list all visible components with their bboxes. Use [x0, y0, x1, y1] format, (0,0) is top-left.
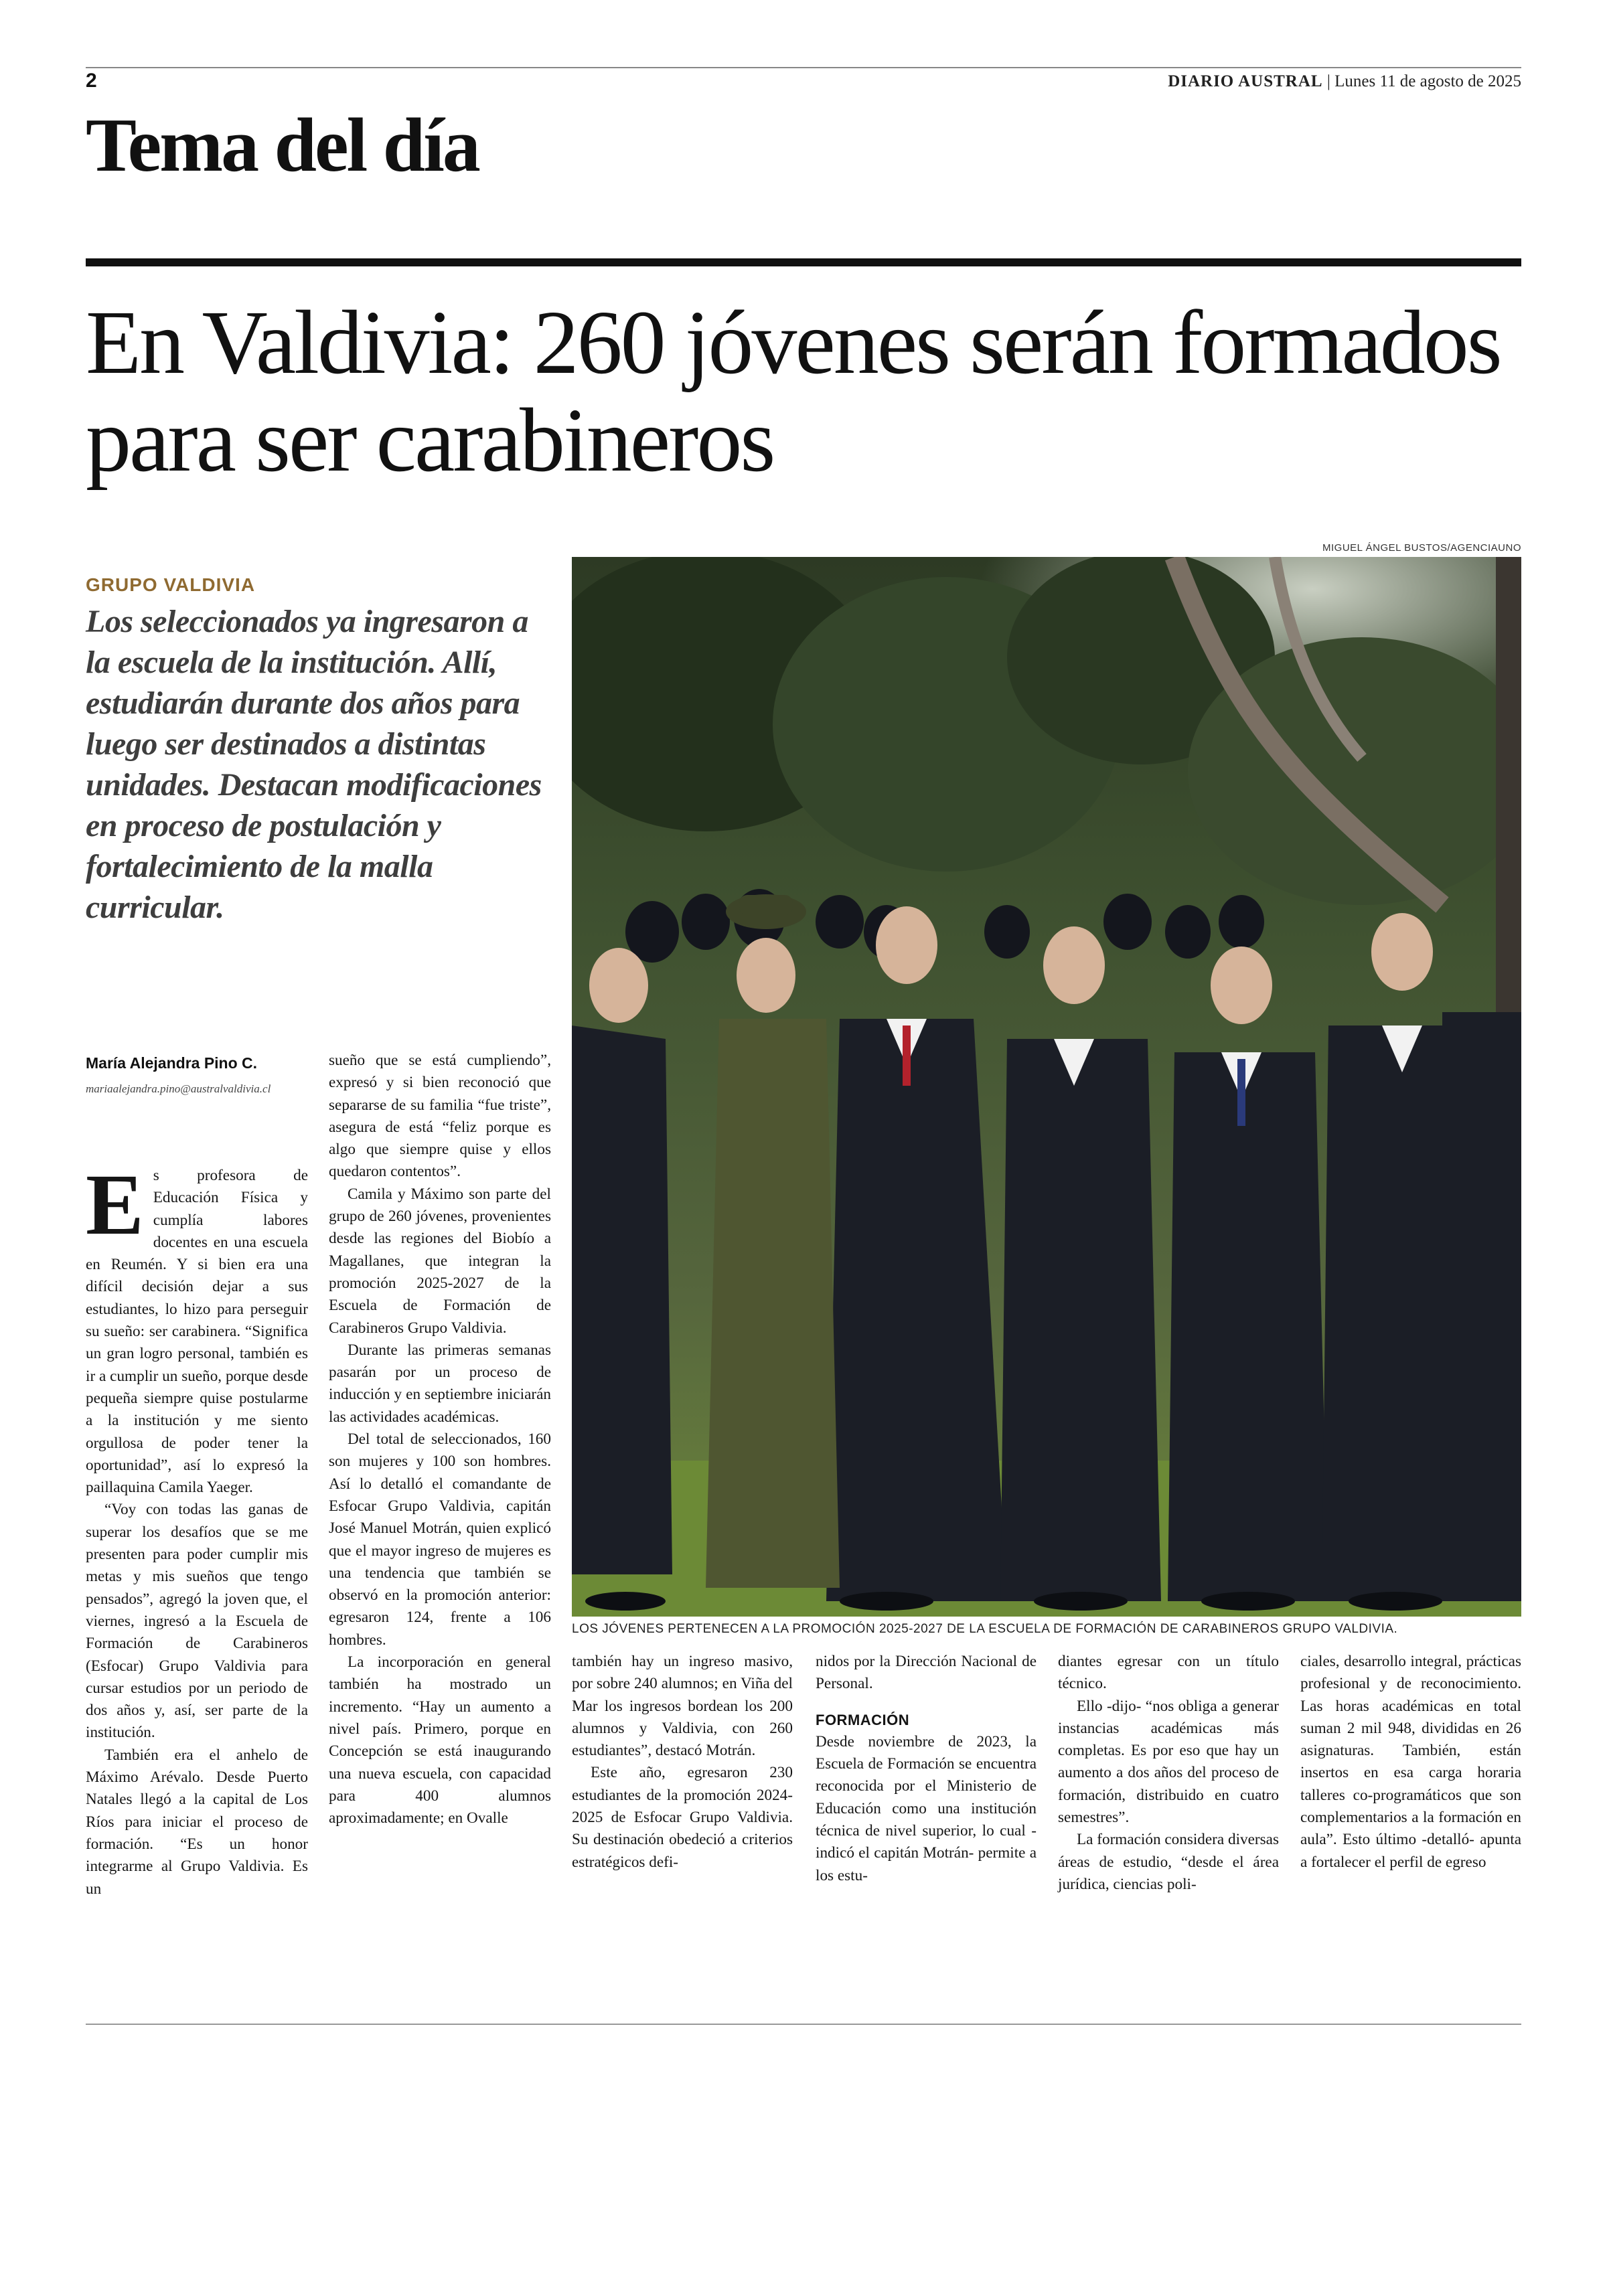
page-number: 2 [86, 70, 97, 92]
paragraph: sueño que se está cumpliendo”, expresó y si bien reconoció que separarse de su familia “fue triste”, asegura de está “feliz porque es algo que siempre quise y ellos quedaron contentos”. [329, 1052, 551, 1181]
body-column-3 [572, 1651, 793, 1874]
author-byline: María Alejandra Pino C. [86, 1054, 258, 1072]
paragraph: ciales, desarrollo integral, prácticas profesional y de reconocimiento. Las horas académicas en total suman 2 mil 948, divididas en 26 asignaturas. También, están insertos en esa carga horaria talleres co-programáticos que son complementarios a la formación en aula”. Esto último -detalló- apunta a fortalecer el perfil de egreso [1300, 1653, 1521, 1871]
body-column-1 [86, 1157, 308, 1900]
photo-credit: MIGUEL ÁNGEL BUSTOS/AGENCIAUNO [1322, 542, 1521, 554]
paragraph: Camila y Máximo son parte del grupo de 260 jóvenes, provenientes desde las regiones del Biobío a Magallanes, que integran la promoción 2025-2027 de la Escuela de Formación de Carabineros Grupo Valdivia. [329, 1185, 551, 1337]
paragraph: También era el anhelo de Máximo Arévalo. Desde Puerto Natales llegó a la capital de Los Ríos para iniciar el proceso de formación. “Es un honor integrarme al Grupo Valdivia. Es un [86, 1746, 308, 1898]
paragraph: también hay un ingreso masivo, por sobre 240 alumnos; en Viña del Mar los ingresos bordean los 200 alumnos y Valdivia, con 260 estudiantes”, destacó Motrán. [572, 1653, 793, 1760]
body-column-6 [1300, 1651, 1521, 1874]
paragraph: nidos por la Dirección Nacional de Personal. [816, 1653, 1037, 1693]
body-column-4 [816, 1651, 1037, 1887]
paragraph: La formación considera diversas áreas de estudio, “desde el área jurídica, ciencias poli- [1058, 1831, 1279, 1893]
paragraph: s profesora de Educación Física y cumplía labores docentes en una escuela en Reumén. Y si bien era una difícil decisión dejar a sus estudiantes, lo hizo para perseguir su sueño: ser carabinera. “Significa un gran logro personal, también es ir a cumplir un sueño, porque desde pequeña siempre quise postularme a la institución y me siento orgullosa de poder tener la oportunidad”, así lo expresó la paillaquina Camila Yaeger. [86, 1167, 308, 1497]
author-email: mariaalejandra.pino@australvaldivia.cl [86, 1082, 271, 1095]
paragraph: diantes egresar con un título técnico. [1058, 1653, 1279, 1693]
paragraph: “Voy con todas las ganas de superar los desafíos que se me presenten para poder cumplir mis metas y mis sueños que tengo pensados”, agregó la joven que, el viernes, ingresó a la Escuela de Formación de Carabineros (Esfocar) Grupo Valdivia para cursar estudios por un periodo de dos años y, así, ser parte de la institución. [86, 1501, 308, 1742]
bottom-rule [86, 2024, 1521, 2025]
deck: Los seleccionados ya ingresaron a la escuela de la institución. Allí, estudiarán durante dos años para luego ser destinados a distintas unidades. Destacan modificaciones en proceso de postulación y fortalecimiento de la malla curricular. [86, 604, 542, 925]
section-title: Tema del día [86, 102, 479, 187]
headline: En Valdivia: 260 jóvenes serán formados para ser carabineros [86, 293, 1501, 491]
photo-caption: LOS JÓVENES PERTENECEN A LA PROMOCIÓN 2025-2027 DE LA ESCUELA DE FORMACIÓN DE CARABINEROS GRUPO VALDIVIA. [572, 1622, 1398, 1636]
paragraph: Ello -dijo- “nos obliga a generar instancias académicas más completas. Es por eso que hay un aumento a dos años del proceso de formación, distribuido en cuatro semestres”. [1058, 1697, 1279, 1827]
paragraph: Durante las primeras semanas pasarán por un proceso de inducción y en septiembre iniciarán las actividades académicas. [329, 1341, 551, 1426]
paper-info [1168, 72, 1521, 91]
top-rule [86, 67, 1521, 68]
paragraph: Este año, egresaron 230 estudiantes de la promoción 2024-2025 de Esfocar Grupo Valdivia. Su destinación obedeció a criterios estratégicos defi- [572, 1764, 793, 1871]
section-rule [86, 258, 1521, 266]
body-column-2 [329, 1050, 551, 1829]
paragraph: Desde noviembre de 2023, la Escuela de Formación se encuentra reconocida por el Ministerio de Educación como una institución técnica de nivel superior, lo cual -indicó el capitán Motrán- permite a los estu- [816, 1732, 1037, 1884]
paragraph: La incorporación en general también ha mostrado un incremento. “Hay un aumento a nivel país. Primero, porque en Concepción se está inaugurando una nueva escuela, con capacidad para 400 alumnos aproximadamente; en Ovalle [329, 1653, 551, 1827]
article-photo [572, 557, 1521, 1617]
drop-cap: E [86, 1157, 144, 1253]
issue-date: | Lunes 11 de agosto de 2025 [1326, 72, 1521, 90]
subhead: FORMACIÓN [816, 1711, 910, 1728]
paper-name: DIARIO AUSTRAL [1168, 72, 1323, 90]
kicker: GRUPO VALDIVIA [86, 574, 256, 595]
paragraph: Del total de seleccionados, 160 son mujeres y 100 son hombres. Así lo detalló el comandante de Esfocar Grupo Valdivia, capitán José Manuel Motrán, quien explicó que el mayor ingreso de mujeres es una tendencia que también se observó en la promoción anterior: egresaron 124, frente a 106 hombres. [329, 1430, 551, 1649]
body-column-5 [1058, 1651, 1279, 1896]
